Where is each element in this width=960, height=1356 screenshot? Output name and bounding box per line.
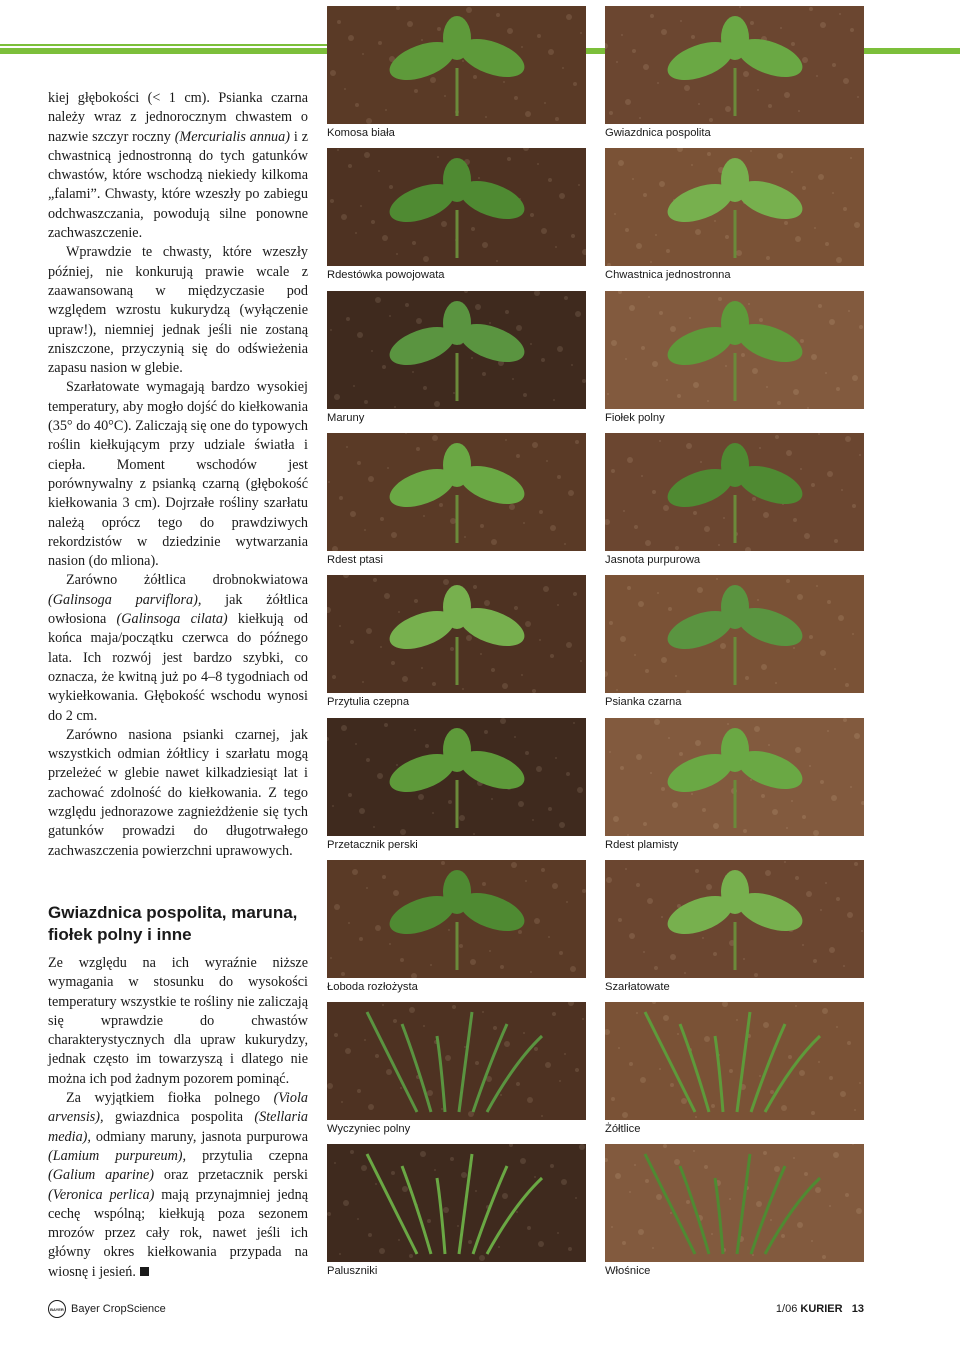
- seedling-photo: [605, 433, 864, 551]
- seedling-photo: [327, 575, 586, 693]
- paragraph: Szarłatowate wymagają bardzo wysokiej temperatury, aby mogło dojść do kiełkowania (35° do 40°C). Zaliczają się one do typowych roślin kiełkującym przy udziale światła i ciepła. Moment wschodów jest porównywalny z psianką czarną (głębokość kiełkowania 3 cm). Dojrzałe rośliny szarłatu należą oprócz tego do prawdziwych rekordzistów w dziedzinie wytwarzania nasion (do mliona).: [48, 379, 308, 570]
- seedling-photo: [327, 1002, 586, 1120]
- photo-caption: Fiołek polny: [605, 412, 665, 424]
- bayer-cross-icon: BAYER: [48, 1300, 66, 1318]
- paragraph: Zarówno nasiona psianki czarnej, jak wszystkich odmian żółtlicy i szarłatu mogą przeleżeć w glebie nawet kilkadziesiąt lat i zachować zdolność do kiełkowania. Z tego względu jednorazowe zagnieżdżenie się tych gatunków prowadzi do długotrwałego zachwaszczenia powierzchni uprawowych.: [48, 726, 308, 859]
- photo-caption: Jasnota purpurowa: [605, 554, 701, 566]
- photo-caption: Rdestówka powojowata: [327, 269, 445, 281]
- seedling-photo: [605, 1002, 864, 1120]
- seedling-photo: [327, 433, 586, 551]
- photo-caption: Włośnice: [605, 1265, 651, 1277]
- end-of-article-mark: [140, 1267, 149, 1276]
- seedling-photo: [605, 575, 864, 693]
- photo-caption: Rdest ptasi: [327, 554, 383, 566]
- photo-caption: Żółtlice: [605, 1123, 641, 1135]
- page-number: 13: [851, 1303, 864, 1315]
- seedling-photo: [605, 860, 864, 978]
- seedling-photo: [605, 1144, 864, 1262]
- magazine-name: KURIER: [800, 1303, 843, 1315]
- photo-caption: Łoboda rozłożysta: [327, 981, 418, 993]
- body-text-top: [48, 89, 308, 861]
- seedling-photo: [605, 291, 864, 409]
- paragraph: Zarówno żółtlica drobnokwiatowa (Galinsoga parviflora), jak żółtlica owłosiona (Galinsoga cilata) kiełkują od końca maja/początku czerwca do późnego lata. Ich rozwój jest bardzo szybki, co oznacza, że kwitną już po 4–8 tygodniach od wykiełkowania. Głębokość wschodu wynosi do 2 cm.: [48, 572, 308, 724]
- seedling-photo: [327, 6, 586, 124]
- seedling-photo: [605, 148, 864, 266]
- photo-caption: Wyczyniec polny: [327, 1123, 411, 1135]
- top-accent-line: [0, 44, 330, 46]
- photo-caption: Gwiazdnica pospolita: [605, 127, 711, 139]
- issue-number: 1/06: [775, 1303, 798, 1315]
- photo-caption: Maruny: [327, 412, 365, 424]
- seedling-photo: [327, 291, 586, 409]
- photo-caption: Paluszniki: [327, 1265, 378, 1277]
- seedling-photo: [327, 148, 586, 266]
- seedling-photo: [327, 860, 586, 978]
- paragraph: Ze względu na ich wyraźnie niższe wymagania w stosunku do wysokości temperatury wszystkie te rośliny nie zaliczają się wprawdzie do chwastów charakterystycznych dla upraw kukurydzy, jednak często im towarzyszą i dlatego nie można ich pod żadnym pozorem pominąć.: [48, 955, 308, 1087]
- photo-caption: Rdest plamisty: [605, 839, 679, 851]
- seedling-photo: [327, 718, 586, 836]
- photo-caption: Psianka czarna: [605, 696, 682, 708]
- bayer-logo: [48, 1300, 166, 1318]
- page-footer: [776, 1303, 864, 1315]
- brand-name: Bayer CropScience: [71, 1303, 166, 1315]
- paragraph: Wprawdzie te chwasty, które wzeszły później, nie konkurują prawie wcale z zaawansowaną w międzyczasie pod względem wzrostu kukurydzą (wyłączenie upraw!), niemniej jednak jeśli nie zostaną zniszczone, przyczynią się do odświeżenia zapasu nasion w glebie.: [48, 244, 308, 377]
- seedling-photo: [605, 6, 864, 124]
- section-heading: Gwiazdnica pospolita, maruna, fiołek polny i inne: [48, 903, 298, 944]
- seedling-photo: [605, 718, 864, 836]
- body-text-bottom: [48, 954, 308, 1282]
- photo-caption: Komosa biała: [327, 127, 395, 139]
- photo-caption: Szarłatowate: [605, 981, 670, 993]
- photo-caption: Chwastnica jednostronna: [605, 269, 731, 281]
- photo-caption: Przytulia czepna: [327, 696, 410, 708]
- photo-caption: Przetacznik perski: [327, 839, 418, 851]
- paragraph: kiej głębokości (< 1 cm). Psianka czarna należy wraz z jednorocznym chwastem o nazwie szczyr roczny (Mercurialis annua) i z chwastnicą jednostronną do tych gatunków chwastów, które wschodzą niekiedy kilkoma „falami”. Chwasty, które wzeszły po zabiegu odchwaszczania, powodują silne ponowne zachwaszczenie.: [48, 90, 308, 242]
- paragraph: Za wyjątkiem fiołka polnego (Viola arvensis), gwiazdnica pospolita (Stellaria media), odmiany maruny, jasnota purpurowa (Lamium purpureum), przytulia czepna (Galium aparine) oraz przetacznik perski (Veronica perlica) mają przynajmniej jedną cechę wspólną; kiełkują poza sezonem mrozów przez cały rok, nawet jeśli ich główny okres kiełkowania przypada na wiosnę i jesień.: [48, 1090, 308, 1280]
- seedling-photo: [327, 1144, 586, 1262]
